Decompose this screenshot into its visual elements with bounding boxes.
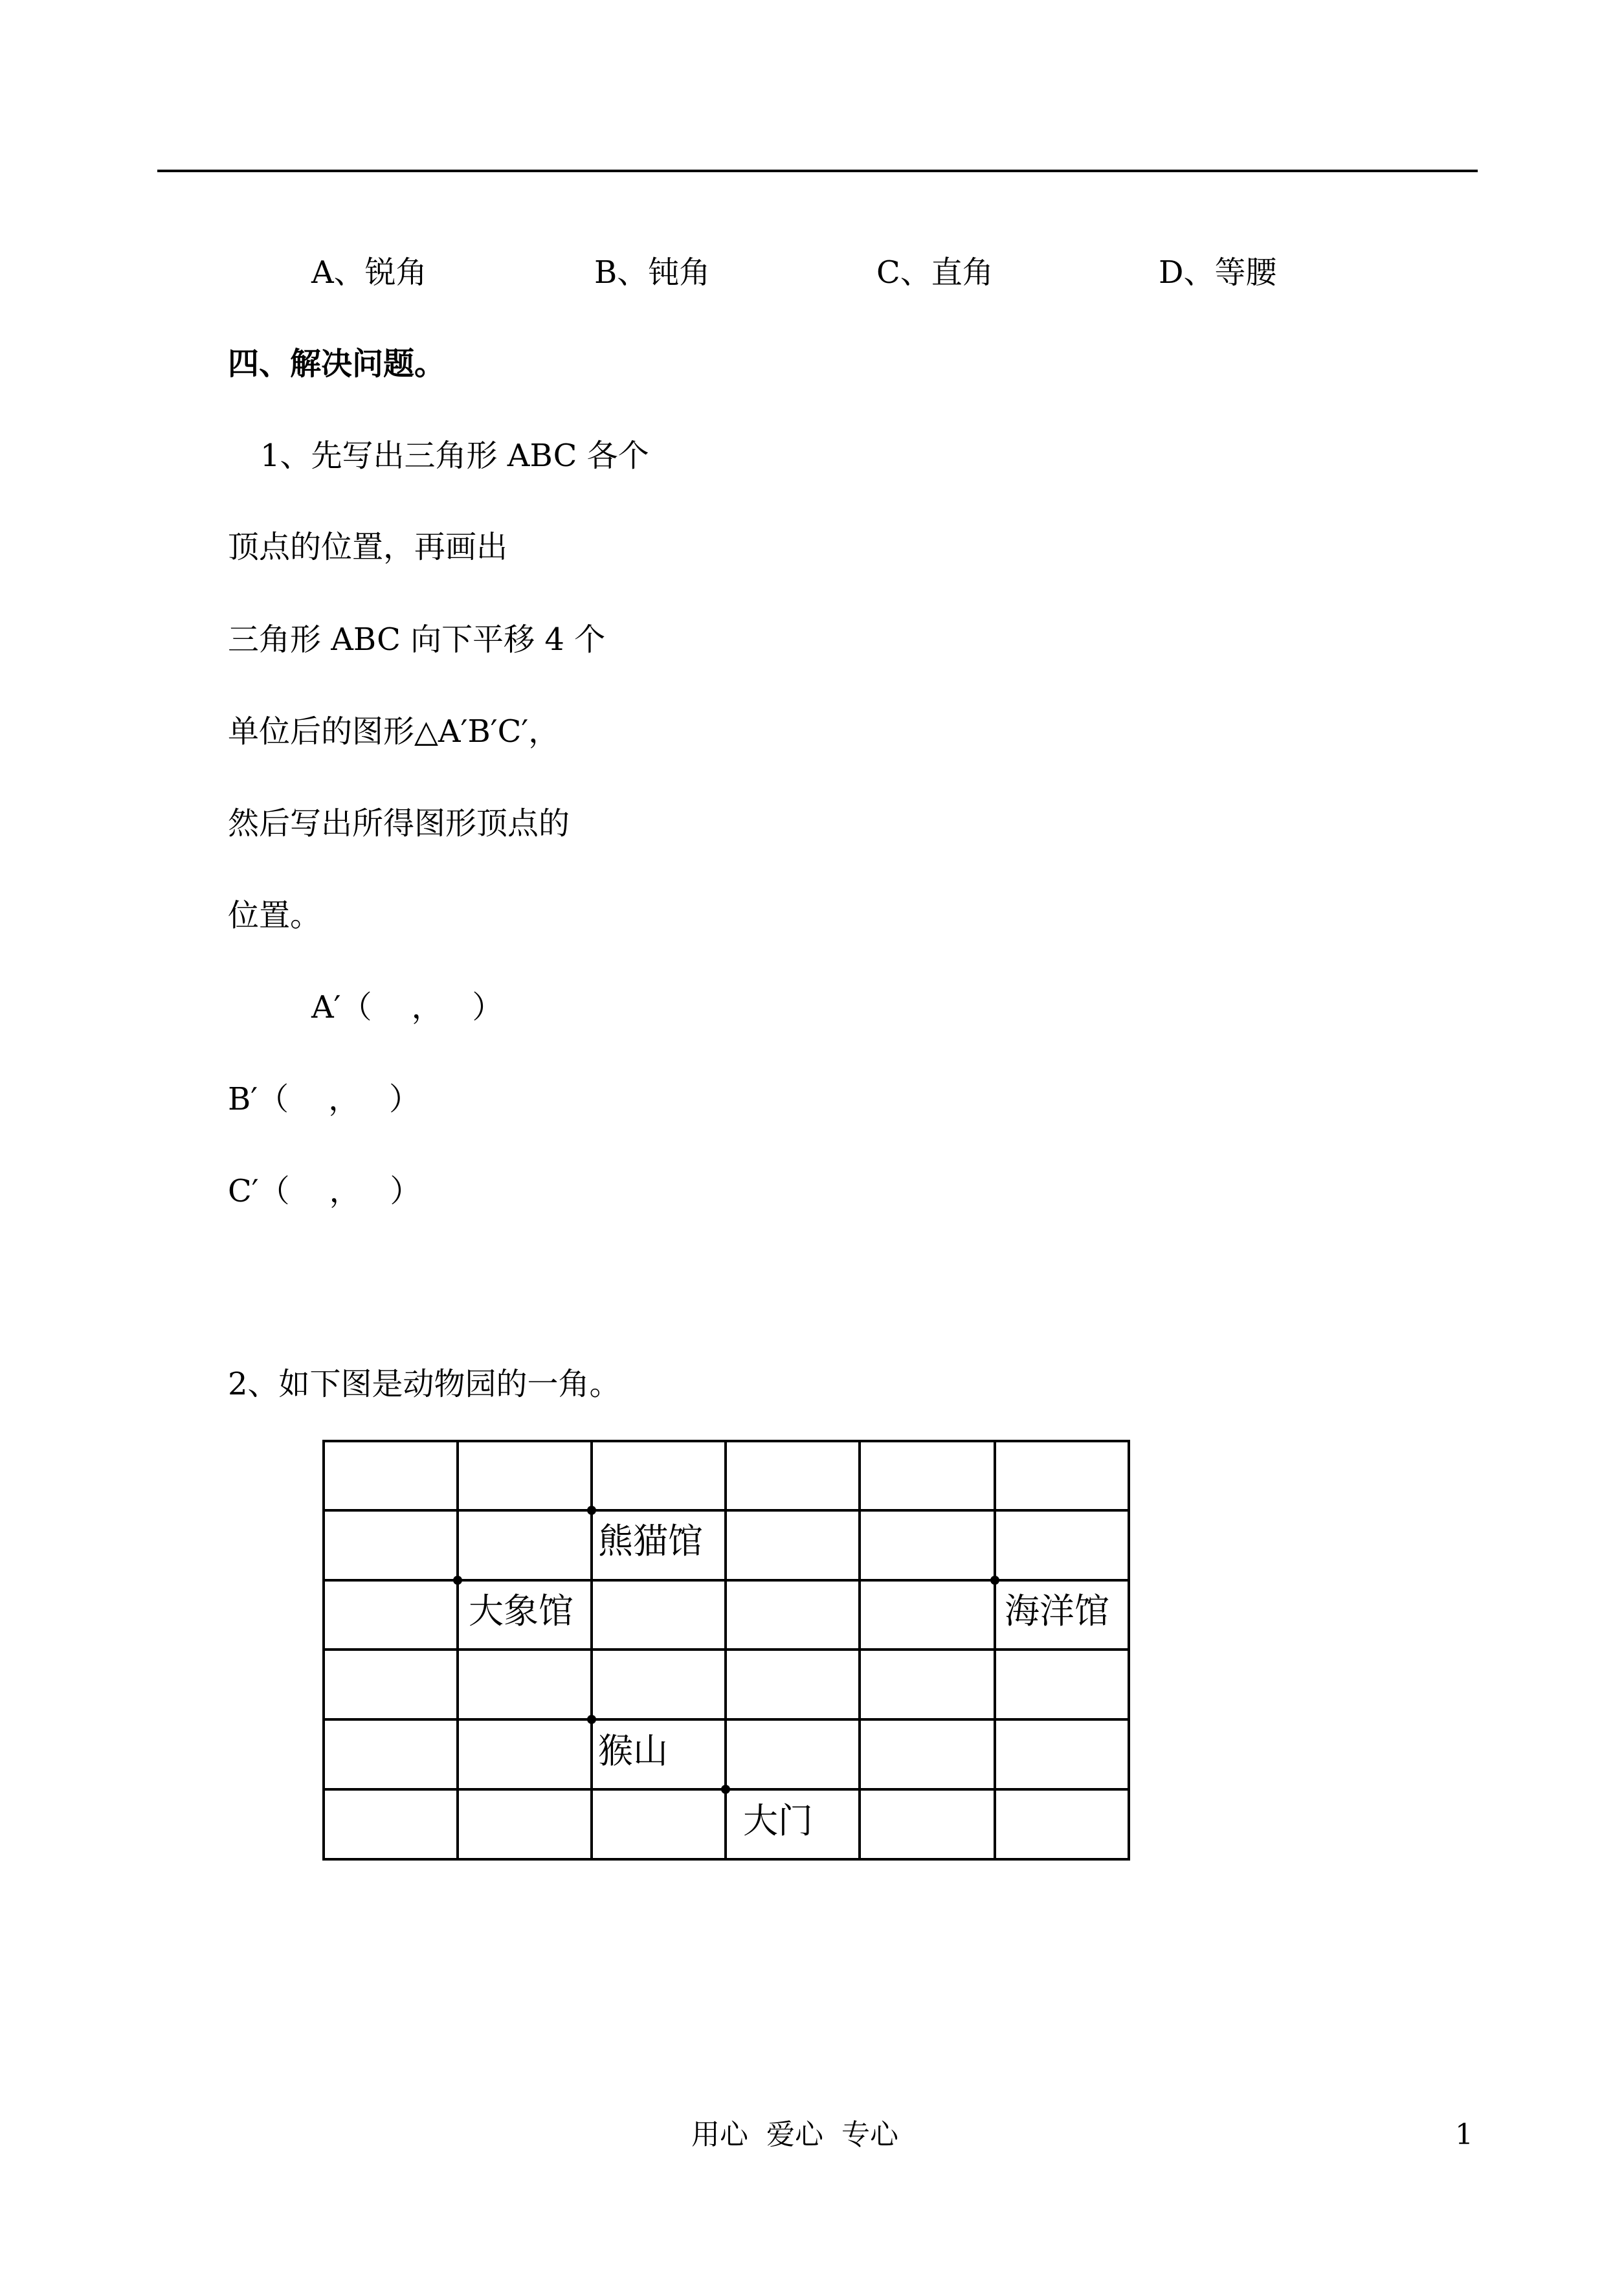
option-c: C、直角: [876, 254, 994, 291]
label-ocean-hall: 海洋馆: [1005, 1591, 1109, 1631]
option-b: B、钝角: [594, 254, 711, 291]
q1-line-5: 然后写出所得图形顶点的: [228, 805, 570, 842]
monkey-point: [587, 1715, 596, 1724]
zoo-map: [322, 1440, 1133, 1863]
section-title: 四、解决问题。: [228, 346, 446, 382]
label-main-gate: 大门: [743, 1800, 813, 1841]
answer-a-prime: A′（ ， ）: [311, 989, 504, 1025]
page-number: 1: [1455, 2118, 1473, 2151]
option-a: A、锐角: [311, 254, 427, 291]
zoo-map-grid: [322, 1440, 1133, 1863]
q1-line-4: 单位后的图形△A′B′C′，: [228, 713, 560, 750]
label-elephant-hall: 大象馆: [469, 1591, 573, 1631]
gate-point: [721, 1785, 730, 1794]
q1-line-1: 1、先写出三角形 ABC 各个: [260, 438, 649, 474]
footer-motto: 用心 爱心 专心: [691, 2118, 898, 2151]
ocean-point: [990, 1576, 999, 1585]
q2-title: 2、如下图是动物园的一角。: [228, 1366, 621, 1402]
header-rule: [157, 170, 1478, 172]
q1-line-2: 顶点的位置，再画出: [228, 529, 508, 565]
q1-line-3: 三角形 ABC 向下平移 4 个: [228, 621, 606, 658]
elephant-point: [453, 1576, 462, 1585]
panda-point: [587, 1506, 596, 1515]
q1-line-6: 位置。: [228, 897, 322, 934]
answer-b-prime: B′（ ， ）: [228, 1081, 420, 1117]
label-panda-hall: 熊猫馆: [598, 1521, 703, 1561]
label-monkey-hill: 猴山: [598, 1730, 668, 1771]
option-d: D、等腰: [1159, 254, 1277, 291]
answer-c-prime: C′（ ， ）: [228, 1173, 421, 1209]
